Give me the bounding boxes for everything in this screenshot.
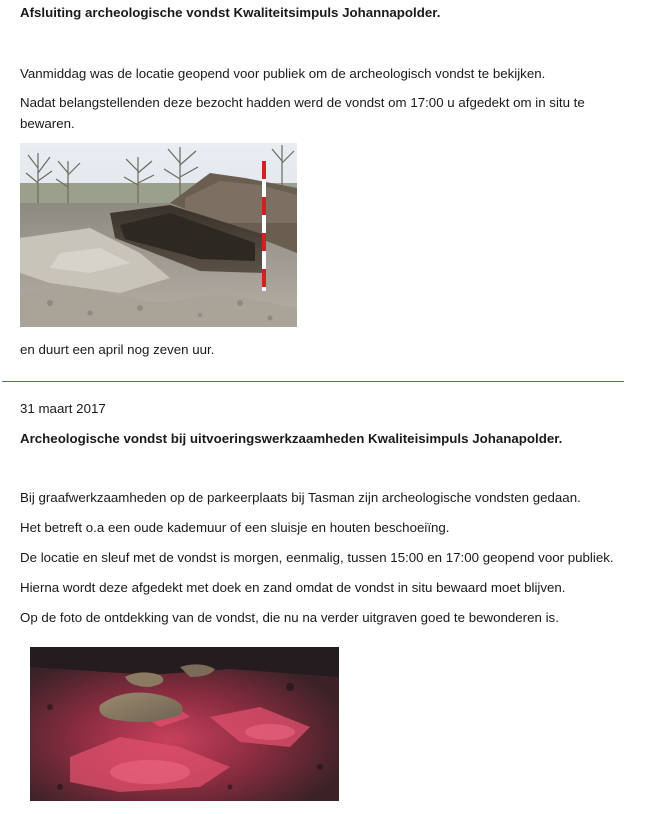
section1-paragraph-3: bewaren. <box>20 116 75 131</box>
discovery-photo <box>30 647 339 801</box>
section2-date: 31 maart 2017 <box>20 401 106 416</box>
section1-caption: en duurt een april nog zeven uur. <box>20 342 215 357</box>
section2-paragraph-5: Op de foto de ontdekking van de vondst, die nu na verder uitgraven goed te bewonderen is. <box>20 610 559 625</box>
section2-paragraph-3: De locatie en sleuf met de vondst is morgen, eenmalig, tussen 15:00 en 17:00 geopend voor publiek. <box>20 550 614 565</box>
section1-title: Afsluiting archeologische vondst Kwaliteitsimpuls Johannapolder. <box>20 5 441 20</box>
section2-paragraph-4: Hierna wordt deze afgedekt met doek en zand omdat de vondst in situ bewaard moet blijven. <box>20 580 566 595</box>
section2-title: Archeologische vondst bij uitvoeringswerkzaamheden Kwaliteisimpuls Johanapolder. <box>20 431 563 446</box>
excavation-site-photo <box>20 143 297 327</box>
section2-paragraph-1: Bij graafwerkzaamheden op de parkeerplaats bij Tasman zijn archeologische vondsten gedaan. <box>20 490 581 505</box>
section1-paragraph-2: Nadat belangstellenden deze bezocht hadden werd de vondst om 17:00 u afgedekt om in situ te <box>20 95 585 110</box>
section2-paragraph-2: Het betreft o.a een oude kademuur of een sluisje en houten beschoeiïng. <box>20 520 450 535</box>
section-divider <box>2 381 624 382</box>
section1-paragraph-1: Vanmiddag was de locatie geopend voor publiek om de archeologisch vondst te bekijken. <box>20 66 546 81</box>
